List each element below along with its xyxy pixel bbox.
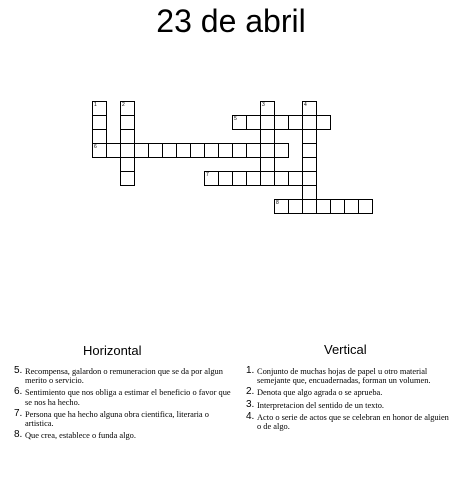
vertical-clues bbox=[246, 367, 452, 434]
grid-cell[interactable] bbox=[260, 143, 275, 158]
grid-cell[interactable] bbox=[288, 171, 303, 186]
vertical-heading: Vertical bbox=[324, 342, 367, 357]
grid-cell[interactable] bbox=[204, 171, 219, 186]
grid-cell[interactable] bbox=[274, 199, 289, 214]
clue-horizontal-5: 5. Recompensa, galardon o remuneracion que se da por algun merito o servicio. bbox=[14, 365, 223, 386]
grid-cell[interactable] bbox=[302, 171, 317, 186]
grid-cell[interactable] bbox=[288, 115, 303, 130]
grid-cell[interactable] bbox=[232, 115, 247, 130]
grid-cell[interactable] bbox=[218, 143, 233, 158]
grid-cell[interactable] bbox=[358, 199, 373, 214]
grid-cell[interactable] bbox=[92, 129, 107, 144]
grid-cell[interactable] bbox=[120, 143, 135, 158]
clue-horizontal-8: 8. Que crea, establece o funda algo. bbox=[14, 429, 136, 441]
grid-cell[interactable] bbox=[120, 157, 135, 172]
grid-cell[interactable] bbox=[274, 171, 289, 186]
grid-cell[interactable] bbox=[302, 143, 317, 158]
grid-cell[interactable] bbox=[316, 199, 331, 214]
grid-cell[interactable] bbox=[246, 143, 261, 158]
grid-cell[interactable] bbox=[246, 115, 261, 130]
grid-cell[interactable] bbox=[120, 171, 135, 186]
grid-cell[interactable] bbox=[302, 129, 317, 144]
grid-cell[interactable] bbox=[302, 199, 317, 214]
grid-cell[interactable] bbox=[92, 143, 107, 158]
cell-number: 8 bbox=[276, 200, 279, 206]
page-title: 23 de abril bbox=[156, 3, 306, 39]
grid-cell[interactable] bbox=[120, 129, 135, 144]
grid-cell[interactable] bbox=[260, 157, 275, 172]
cell-number: 6 bbox=[94, 144, 97, 150]
grid-cell[interactable] bbox=[218, 171, 233, 186]
grid-cell[interactable] bbox=[232, 171, 247, 186]
grid-cell[interactable] bbox=[232, 143, 247, 158]
clue-vertical-3: 3. Interpretacion del sentido de un texto. bbox=[246, 398, 384, 410]
clue-horizontal-7: 7. Persona que ha hecho alguna obra cientifica, literaria o artistica. bbox=[14, 407, 209, 429]
grid-cell[interactable] bbox=[204, 143, 219, 158]
grid-cell[interactable] bbox=[120, 101, 135, 116]
grid-cell[interactable] bbox=[302, 115, 317, 130]
grid-cell[interactable] bbox=[260, 129, 275, 144]
clue-vertical-2: 2. Denota que algo agrada o se aprueba. bbox=[246, 386, 383, 398]
clue-horizontal-6: 6. Sentimiento que nos obliga a estimar el beneficio o favor que se nos ha hecho. bbox=[14, 386, 231, 407]
clue-vertical-1: 1. Conjunto de muchas hojas de papel u otro material semejante que, encuadernadas, forman un volumen. bbox=[246, 365, 431, 386]
grid-cell[interactable] bbox=[260, 101, 275, 116]
cell-number: 7 bbox=[206, 172, 209, 178]
cell-number: 2 bbox=[122, 102, 125, 108]
grid-cell[interactable] bbox=[246, 171, 261, 186]
clue-vertical-4: 4. Acto o serie de actos que se celebran en honor de alguien o de algo. bbox=[246, 410, 449, 432]
grid-cell[interactable] bbox=[260, 171, 275, 186]
grid-cell[interactable] bbox=[274, 143, 289, 158]
grid-cell[interactable] bbox=[120, 115, 135, 130]
grid-cell[interactable] bbox=[92, 101, 107, 116]
grid-cell[interactable] bbox=[92, 115, 107, 130]
grid-cell[interactable] bbox=[302, 157, 317, 172]
grid-cell[interactable] bbox=[176, 143, 191, 158]
grid-cell[interactable] bbox=[330, 199, 345, 214]
cell-number: 5 bbox=[234, 116, 237, 122]
grid-cell[interactable] bbox=[106, 143, 121, 158]
grid-cell[interactable] bbox=[134, 143, 149, 158]
grid-cell[interactable] bbox=[316, 115, 331, 130]
grid-cell[interactable] bbox=[302, 185, 317, 200]
grid-cell[interactable] bbox=[260, 115, 275, 130]
grid-cell[interactable] bbox=[344, 199, 359, 214]
grid-cell[interactable] bbox=[190, 143, 205, 158]
grid-cell[interactable] bbox=[274, 115, 289, 130]
grid-cell[interactable] bbox=[302, 101, 317, 116]
horizontal-clues bbox=[14, 367, 236, 443]
grid-cell[interactable] bbox=[162, 143, 177, 158]
horizontal-heading: Horizontal bbox=[83, 343, 142, 358]
cell-number: 3 bbox=[262, 102, 265, 108]
cell-number: 4 bbox=[304, 102, 307, 108]
grid-cell[interactable] bbox=[288, 199, 303, 214]
grid-cell[interactable] bbox=[148, 143, 163, 158]
cell-number: 1 bbox=[94, 102, 97, 108]
